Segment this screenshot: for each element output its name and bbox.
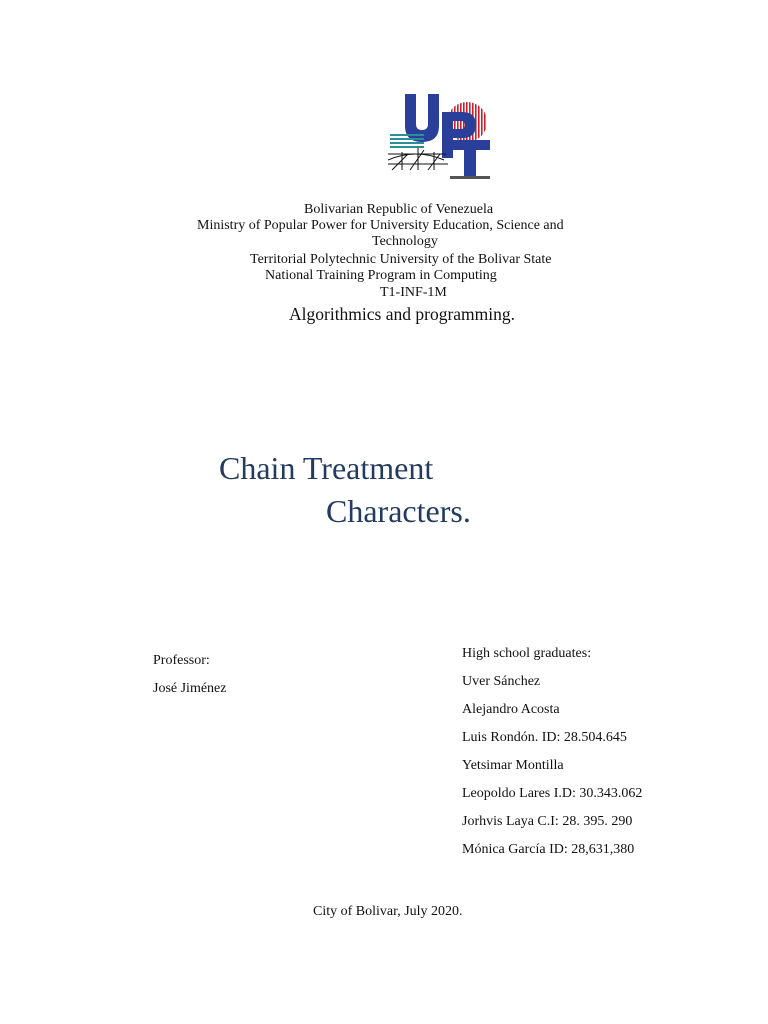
list-item: Mónica García ID: 28,631,380 — [462, 842, 635, 857]
list-item: Yetsimar Montilla — [462, 758, 564, 773]
upt-logo — [388, 90, 496, 182]
list-item: Alejandro Acosta — [462, 702, 560, 717]
header-program: National Training Program in Computing — [265, 268, 497, 283]
graduates-label: High school graduates: — [462, 646, 592, 661]
list-item: Uver Sánchez — [462, 674, 541, 689]
place-date: City of Bolivar, July 2020. — [313, 904, 463, 919]
header-country: Bolivarian Republic of Venezuela — [304, 202, 494, 217]
graduates-list — [462, 646, 642, 870]
upt-logo-graphic — [388, 90, 496, 182]
header-course: Algorithmics and programming. — [289, 304, 516, 324]
list-item: Leopoldo Lares I.D: 30.343.062 — [462, 786, 643, 801]
header-ministry: Ministry of Popular Power for University Education, Science and — [197, 218, 564, 233]
list-item: Luis Rondón. ID: 28.504.645 — [462, 730, 627, 745]
professor-name: José Jiménez — [153, 681, 227, 696]
professor-label: Professor: — [153, 653, 210, 668]
document-title-line2: Characters. — [326, 493, 471, 529]
list-item: Jorhvis Laya C.I: 28. 395. 290 — [462, 814, 633, 829]
header-section-code: T1-INF-1M — [380, 285, 447, 300]
header-ministry-cont: Technology — [372, 234, 438, 249]
header-university: Territorial Polytechnic University of the Bolivar State — [250, 252, 552, 267]
document-title-line1: Chain Treatment — [219, 450, 434, 486]
